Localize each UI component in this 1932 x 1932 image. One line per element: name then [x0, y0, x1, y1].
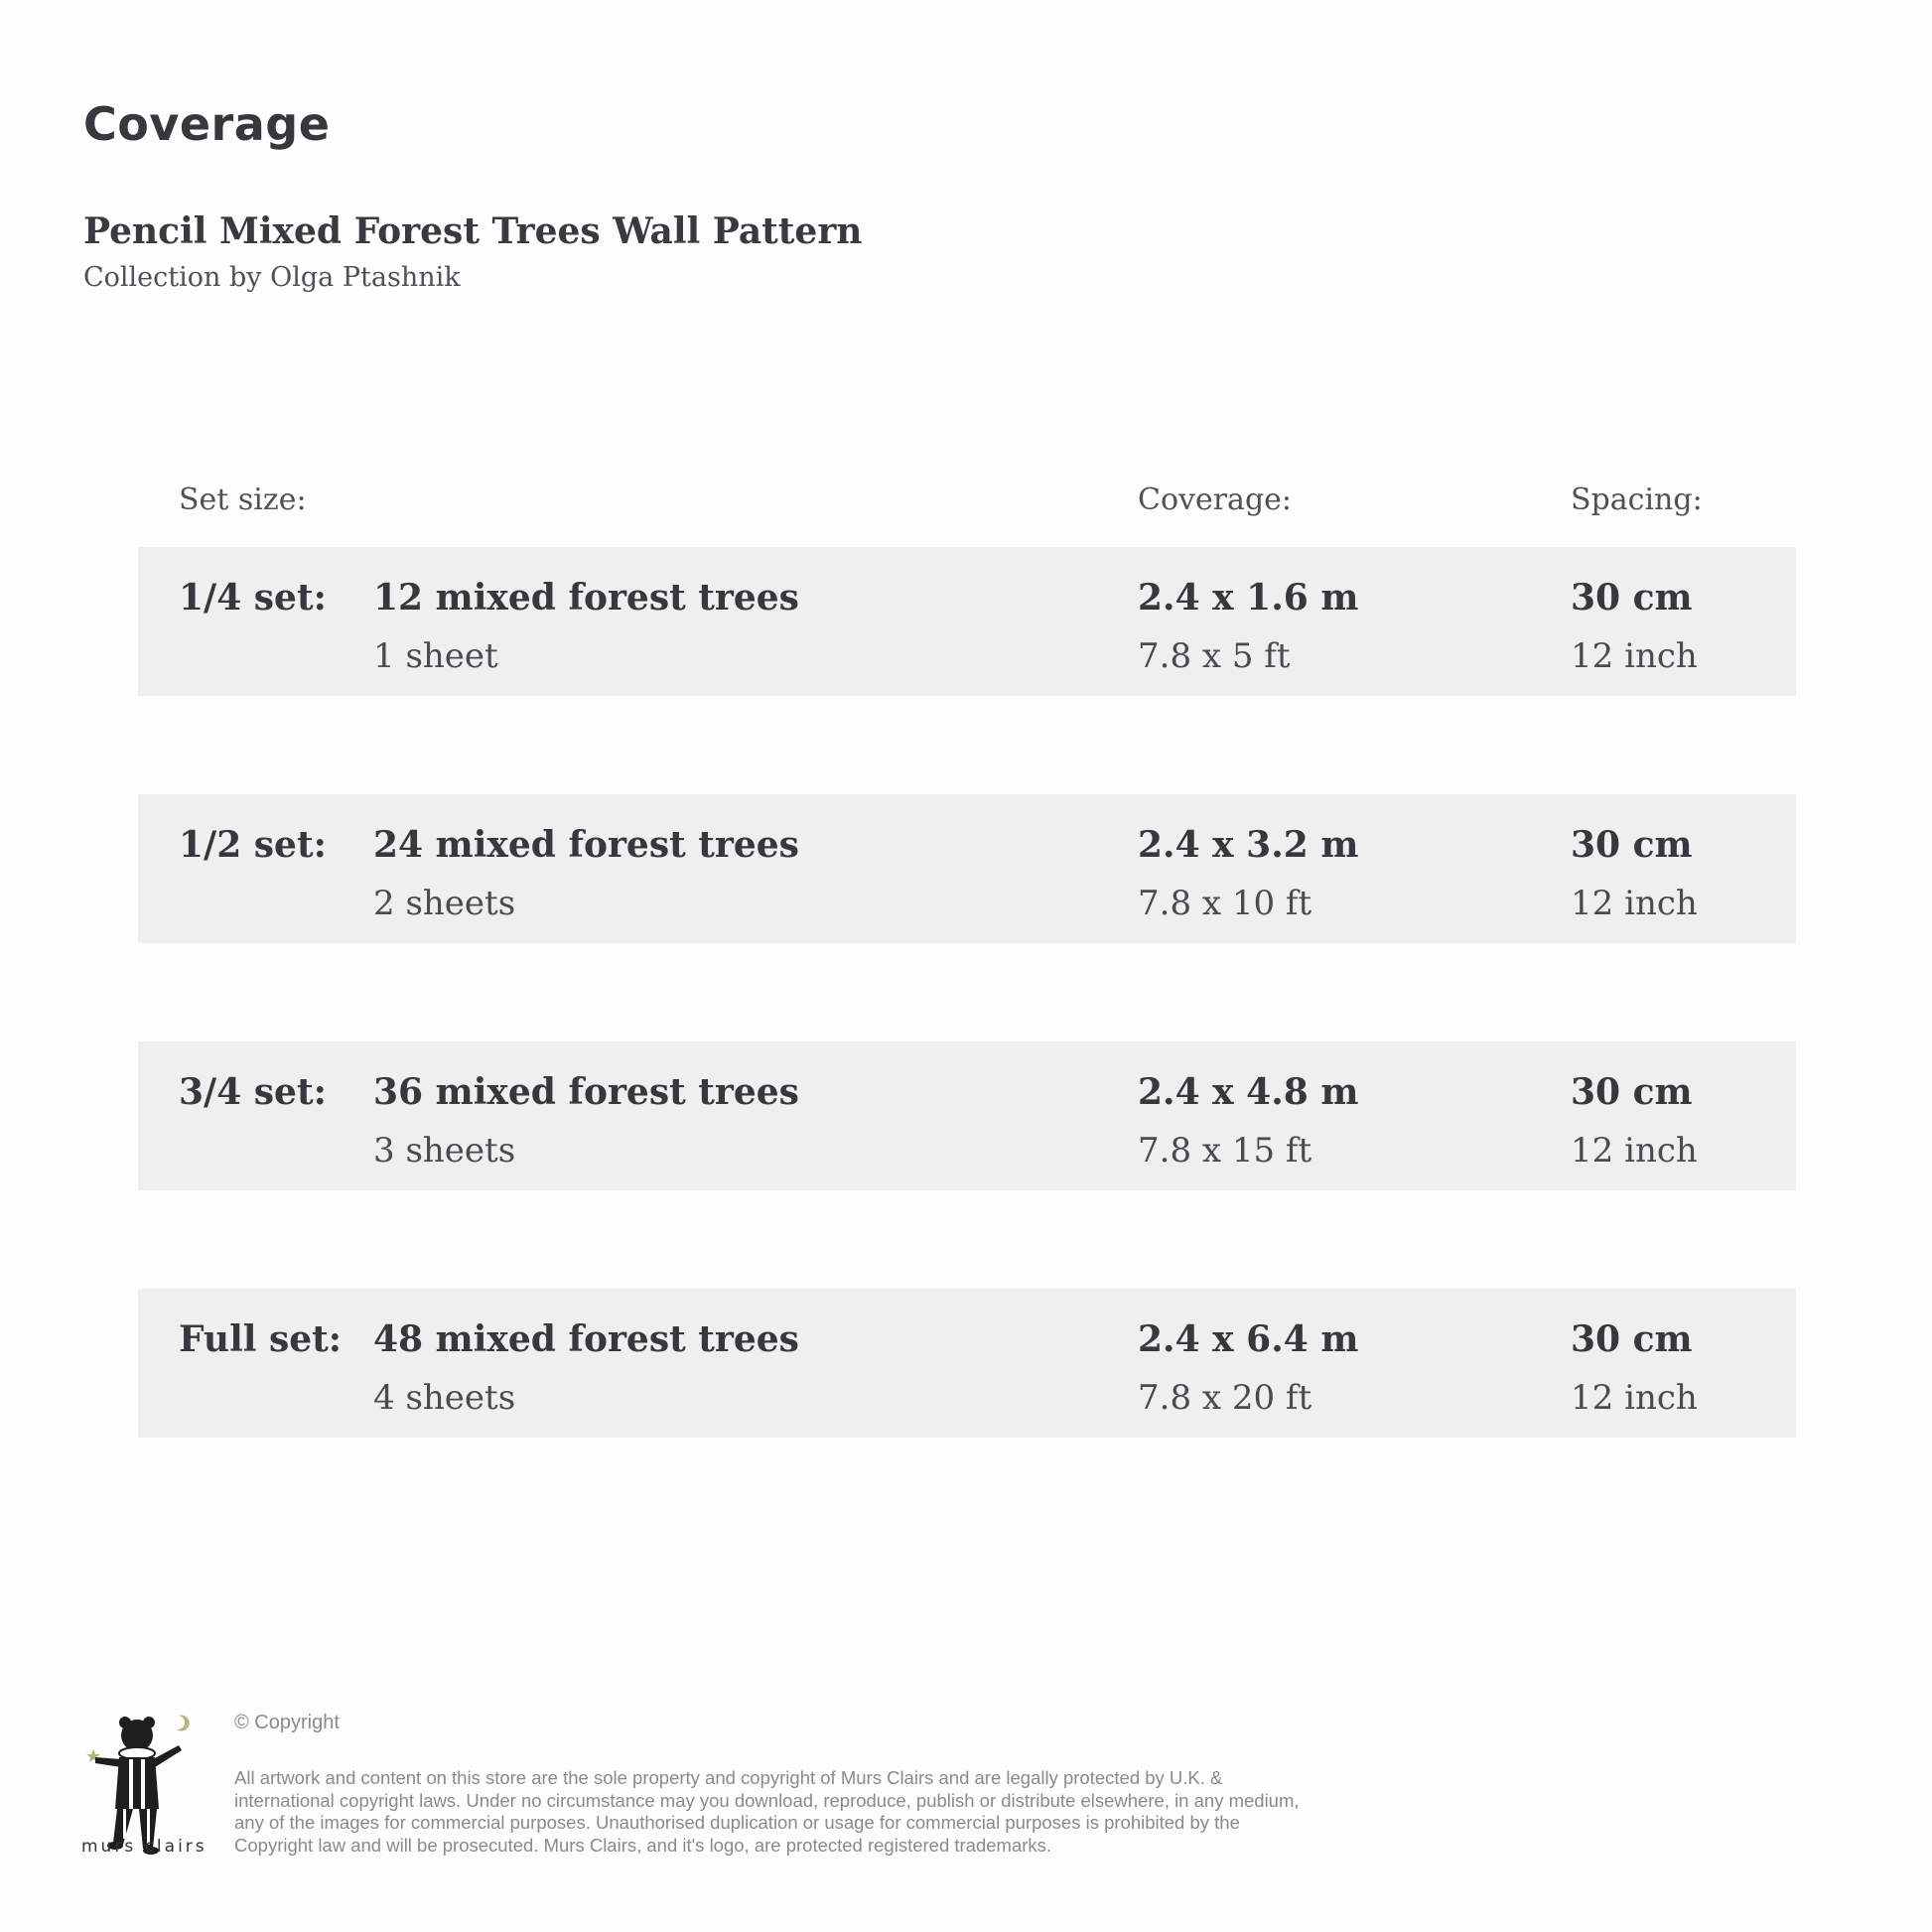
set-row-full — [138, 1289, 1796, 1438]
coverage-metric: 2.4 x 6.4 m — [1138, 1318, 1359, 1360]
spacing-imperial: 12 inch — [1571, 1378, 1698, 1418]
set-row-three-quarter — [138, 1041, 1796, 1190]
coverage-imperial: 7.8 x 5 ft — [1138, 636, 1291, 676]
column-header-set-size: Set size: — [179, 483, 307, 517]
logo-wordmark: murs clairs — [81, 1837, 207, 1857]
set-label: 3/4 set: — [179, 1071, 327, 1113]
column-header-coverage: Coverage: — [1138, 483, 1293, 517]
set-sheets: 3 sheets — [373, 1131, 516, 1171]
spacing-metric: 30 cm — [1571, 824, 1693, 866]
spacing-imperial: 12 inch — [1571, 1131, 1698, 1171]
spacing-imperial: 12 inch — [1571, 884, 1698, 923]
coverage-imperial: 7.8 x 20 ft — [1138, 1378, 1312, 1418]
set-items: 36 mixed forest trees — [373, 1071, 799, 1113]
set-row-quarter — [138, 547, 1796, 696]
coverage-imperial: 7.8 x 10 ft — [1138, 884, 1312, 923]
spacing-metric: 30 cm — [1571, 1071, 1693, 1113]
set-items: 48 mixed forest trees — [373, 1318, 799, 1360]
spacing-imperial: 12 inch — [1571, 636, 1698, 676]
set-sheets: 2 sheets — [373, 884, 516, 923]
spacing-metric: 30 cm — [1571, 577, 1693, 619]
set-label: Full set: — [179, 1318, 343, 1360]
coverage-imperial: 7.8 x 15 ft — [1138, 1131, 1312, 1171]
spacing-metric: 30 cm — [1571, 1318, 1693, 1360]
page-heading: Coverage — [83, 97, 331, 151]
set-sheets: 4 sheets — [373, 1378, 516, 1418]
set-sheets: 1 sheet — [373, 636, 498, 676]
product-subtitle: Collection by Olga Ptashnik — [83, 262, 461, 293]
product-title: Pencil Mixed Forest Trees Wall Pattern — [83, 210, 863, 252]
coverage-metric: 2.4 x 4.8 m — [1138, 1071, 1359, 1113]
copyright-title: © Copyright — [234, 1712, 340, 1733]
coverage-metric: 2.4 x 3.2 m — [1138, 824, 1359, 866]
set-items: 24 mixed forest trees — [373, 824, 799, 866]
set-items: 12 mixed forest trees — [373, 577, 799, 619]
column-header-spacing: Spacing: — [1571, 483, 1703, 517]
coverage-metric: 2.4 x 1.6 m — [1138, 577, 1359, 619]
copyright-notice: All artwork and content on this store are the sole property and copyright of Murs Clairs and are legally protected by U.K. & international copyright laws. Under no circumstance may you download, reproduce, publish or distribute elsewhere, in any medium, any of the images for commercial purposes. Unauthorised duplication or usage for commercial purposes is prohibited by the Copyright law and will be prosecuted. Murs Clairs, and it's logo, are protected registered trademarks. — [234, 1767, 1300, 1856]
set-label: 1/2 set: — [179, 824, 327, 866]
set-label: 1/4 set: — [179, 577, 327, 619]
set-row-half — [138, 794, 1796, 943]
